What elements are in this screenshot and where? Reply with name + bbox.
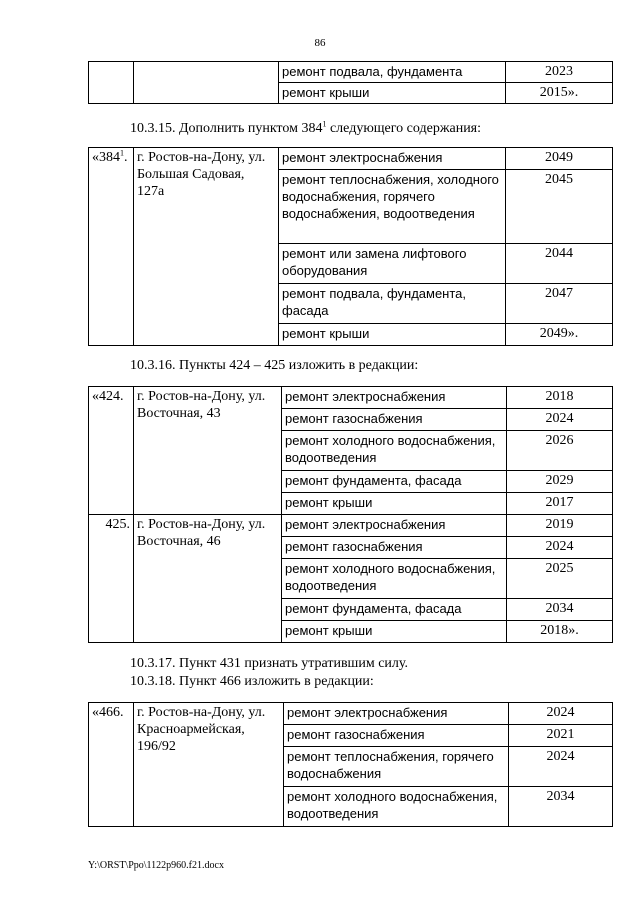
year-cell: 2049». — [506, 324, 613, 346]
work-cell: ремонт подвала, фундамента — [279, 62, 506, 83]
year-cell: 2018 — [507, 387, 613, 409]
work-cell: ремонт холодного водоснабжения, водоотведения — [284, 787, 509, 827]
paragraph-10-3-17: 10.3.17. Пункт 431 признать утратившим силу. — [130, 656, 408, 671]
work-cell: ремонт или замена лифтового оборудования — [279, 244, 506, 284]
year-cell: 2045 — [506, 170, 613, 244]
footer-file-path: Y:\ORST\Ppo\1122p960.f21.docx — [88, 860, 224, 871]
work-cell: ремонт газоснабжения — [282, 409, 507, 431]
work-cell: ремонт крыши — [282, 621, 507, 643]
year-cell: 2024 — [507, 537, 613, 559]
work-cell: ремонт электроснабжения — [284, 703, 509, 725]
item-address: г. Ростов-на-Дону, ул. Восточная, 46 — [134, 515, 282, 643]
item-number: «466. — [89, 703, 134, 827]
paragraph-10-3-15: 10.3.15. Дополнить пунктом $384^1$ следующего содержания: — [130, 119, 482, 136]
work-cell: ремонт крыши — [279, 83, 506, 104]
item-address: г. Ростов-на-Дону, ул. Красноармейская, 196/92 — [134, 703, 284, 827]
work-cell: ремонт электроснабжения — [279, 148, 506, 170]
work-cell: ремонт электроснабжения — [282, 387, 507, 409]
year-cell: 2024 — [509, 703, 613, 725]
work-cell: ремонт теплоснабжения, горячего водоснабжения — [284, 747, 509, 787]
paragraph-10-3-18: 10.3.18. Пункт 466 изложить в редакции: — [130, 674, 374, 689]
year-cell: 2024 — [509, 747, 613, 787]
year-cell: 2024 — [507, 409, 613, 431]
table-384 — [88, 147, 613, 346]
item-number: «$384^1$. — [89, 148, 134, 346]
year-cell: 2044 — [506, 244, 613, 284]
year-cell: 2034 — [509, 787, 613, 827]
year-cell: 2025 — [507, 559, 613, 599]
item-number: 425. — [89, 515, 134, 643]
year-cell: 2029 — [507, 471, 613, 493]
work-cell: ремонт теплоснабжения, холодного водоснабжения, горячего водоснабжения, водоотведения — [279, 170, 506, 244]
year-cell: 2049 — [506, 148, 613, 170]
year-cell: 2018». — [507, 621, 613, 643]
year-cell: 2026 — [507, 431, 613, 471]
year-cell: 2021 — [509, 725, 613, 747]
top-table — [88, 61, 613, 104]
item-address: г. Ростов-на-Дону, ул. Большая Садовая, 127а — [134, 148, 279, 346]
work-cell: ремонт электроснабжения — [282, 515, 507, 537]
table-466 — [88, 702, 613, 827]
table-424-425 — [88, 386, 613, 643]
work-cell: ремонт крыши — [282, 493, 507, 515]
year-cell: 2017 — [507, 493, 613, 515]
top-table-num-cell — [89, 62, 134, 104]
page-number: 86 — [314, 37, 326, 49]
year-cell: 2047 — [506, 284, 613, 324]
work-cell: ремонт холодного водоснабжения, водоотведения — [282, 431, 507, 471]
year-cell: 2019 — [507, 515, 613, 537]
work-cell: ремонт фундамента, фасада — [282, 599, 507, 621]
work-cell: ремонт подвала, фундамента, фасада — [279, 284, 506, 324]
item-address: г. Ростов-на-Дону, ул. Восточная, 43 — [134, 387, 282, 515]
top-table-address-cell — [134, 62, 279, 104]
paragraph-10-3-16: 10.3.16. Пункты 424 – 425 изложить в редакции: — [130, 358, 419, 373]
item-number: «424. — [89, 387, 134, 515]
year-cell: 2015». — [506, 83, 613, 104]
work-cell: ремонт газоснабжения — [284, 725, 509, 747]
work-cell: ремонт фундамента, фасада — [282, 471, 507, 493]
work-cell: ремонт газоснабжения — [282, 537, 507, 559]
work-cell: ремонт холодного водоснабжения, водоотведения — [282, 559, 507, 599]
year-cell: 2023 — [506, 62, 613, 83]
work-cell: ремонт крыши — [279, 324, 506, 346]
year-cell: 2034 — [507, 599, 613, 621]
